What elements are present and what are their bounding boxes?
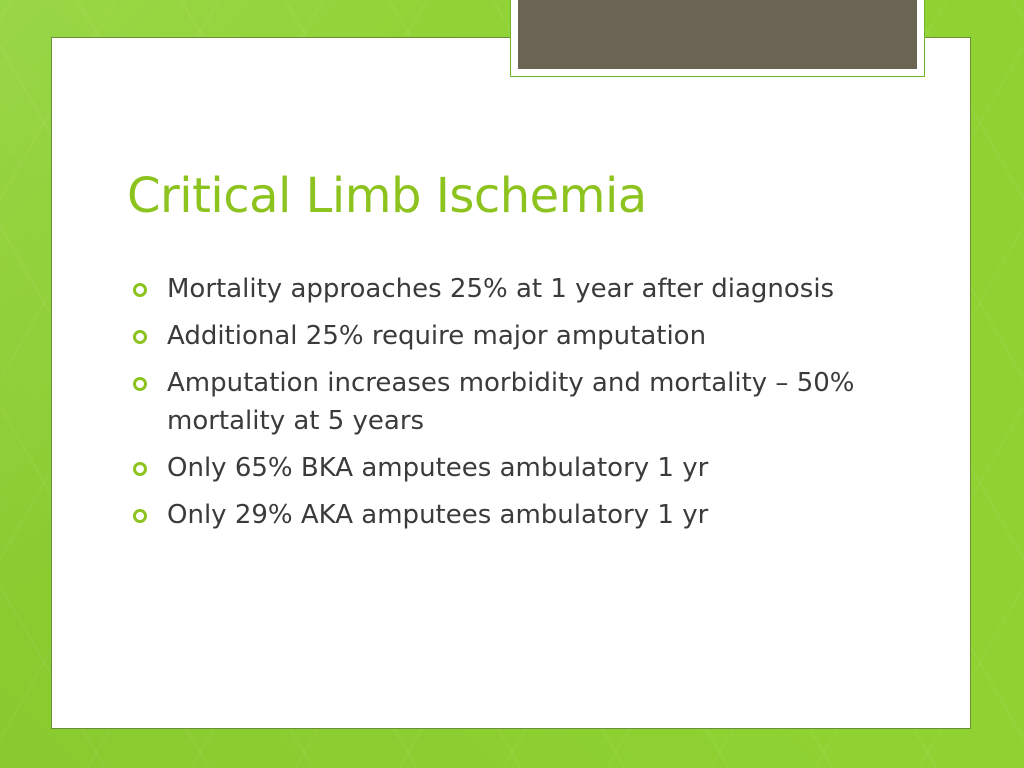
- slide-title: Critical Limb Ischemia: [127, 168, 647, 224]
- bullet-list: [133, 270, 863, 543]
- bullet-item: [133, 270, 863, 308]
- bullet-text: Only 29% AKA amputees ambulatory 1 yr: [167, 500, 709, 530]
- bullet-text: Amputation increases morbidity and mortality – 50% mortality at 5 years: [167, 368, 855, 436]
- bullet-circle-icon: [133, 283, 147, 297]
- accent-bar: [518, 0, 917, 69]
- bullet-item: [133, 364, 863, 440]
- bullet-circle-icon: [133, 509, 147, 523]
- bullet-circle-icon: [133, 462, 147, 476]
- bullet-text: Only 65% BKA amputees ambulatory 1 yr: [167, 453, 709, 483]
- bullet-item: [133, 449, 863, 487]
- bullet-text: Mortality approaches 25% at 1 year after diagnosis: [167, 274, 835, 304]
- bullet-item: [133, 496, 863, 534]
- bullet-text: Additional 25% require major amputation: [167, 321, 707, 351]
- bullet-circle-icon: [133, 330, 147, 344]
- bullet-item: [133, 317, 863, 355]
- bullet-circle-icon: [133, 377, 147, 391]
